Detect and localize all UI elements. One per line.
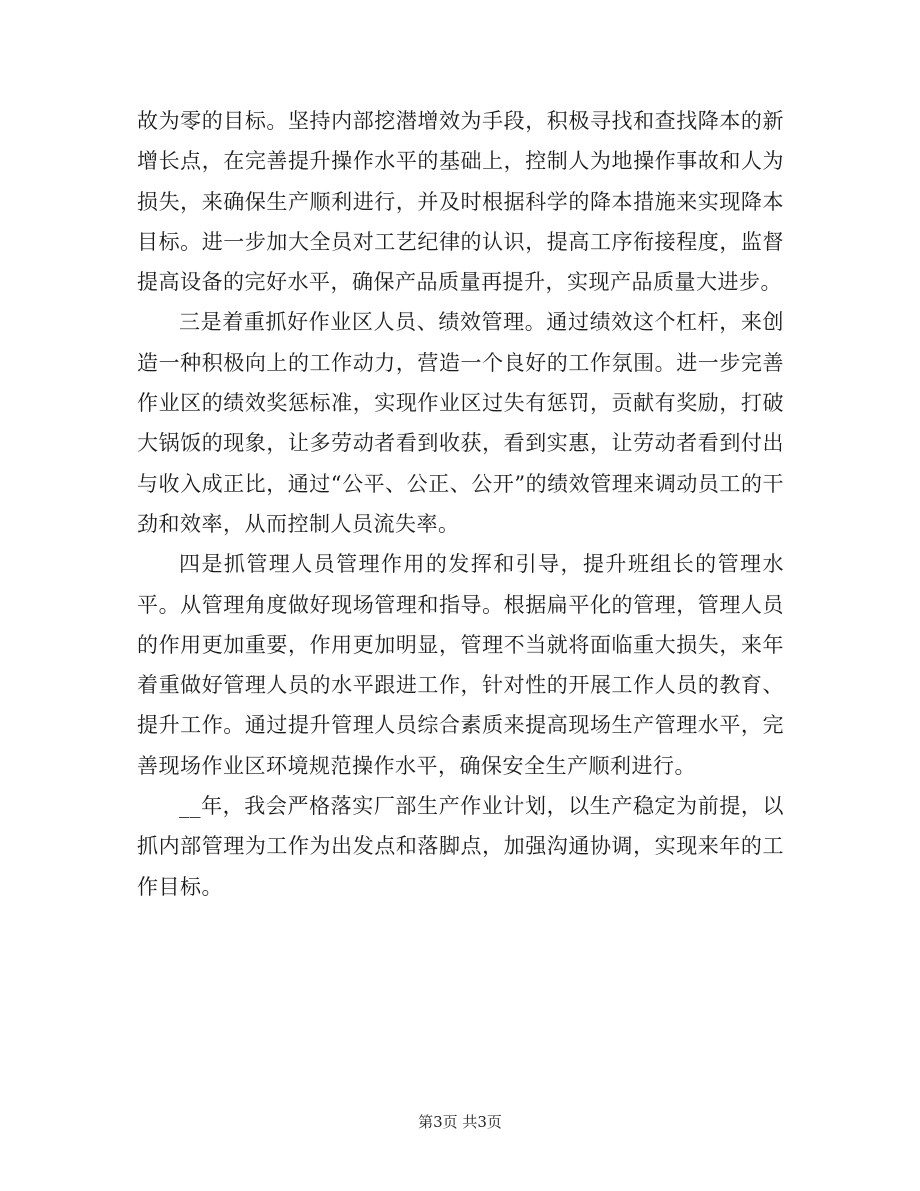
paragraph-1: 故为零的目标。坚持内部挖潜增效为手段，积极寻找和查找降本的新增长点，在完善提升操作水平的基础上，控制人为地操作事故和人为损失，来确保生产顺利进行，并及时根据科学的降本措施来实现降本目标。进一步加大全员对工艺纪律的认识，提高工序衔接程度，监督提高设备的完好水平，确保产品质量再提升，实现产品质量大进步。 bbox=[137, 109, 784, 295]
document-body bbox=[137, 101, 784, 907]
paragraph-4: __年，我会严格落实厂部生产作业计划，以生产稳定为前提，以抓内部管理为工作为出发点和落脚点，加强沟通协调，实现来年的工作目标。 bbox=[137, 794, 784, 899]
paragraph-3: 四是抓管理人员管理作用的发挥和引导，提升班组长的管理水平。从管理角度做好现场管理和指导。根据扁平化的管理，管理人员的作用更加重要，作用更加明显，管理不当就将面临重大损失，来年着重做好管理人员的水平跟进工作，针对性的开展工作人员的教育、提升工作。通过提升管理人员综合素质来提高现场生产管理水平，完善现场作业区环境规范操作水平，确保安全生产顺利进行。 bbox=[137, 552, 784, 778]
page-number-footer: 第3页 共3页 bbox=[418, 1113, 502, 1131]
paragraph-2: 三是着重抓好作业区人员、绩效管理。通过绩效这个杠杆，来创造一种积极向上的工作动力，营造一个良好的工作氛围。进一步完善作业区的绩效奖惩标准，实现作业区过失有惩罚，贡献有奖励，打破大锅饭的现象，让多劳动者看到收获，看到实惠，让劳动者看到付出与收入成正比，通过“公平、公正、公开”的绩效管理来调动员工的干劲和效率，从而控制人员流失率。 bbox=[137, 310, 784, 536]
